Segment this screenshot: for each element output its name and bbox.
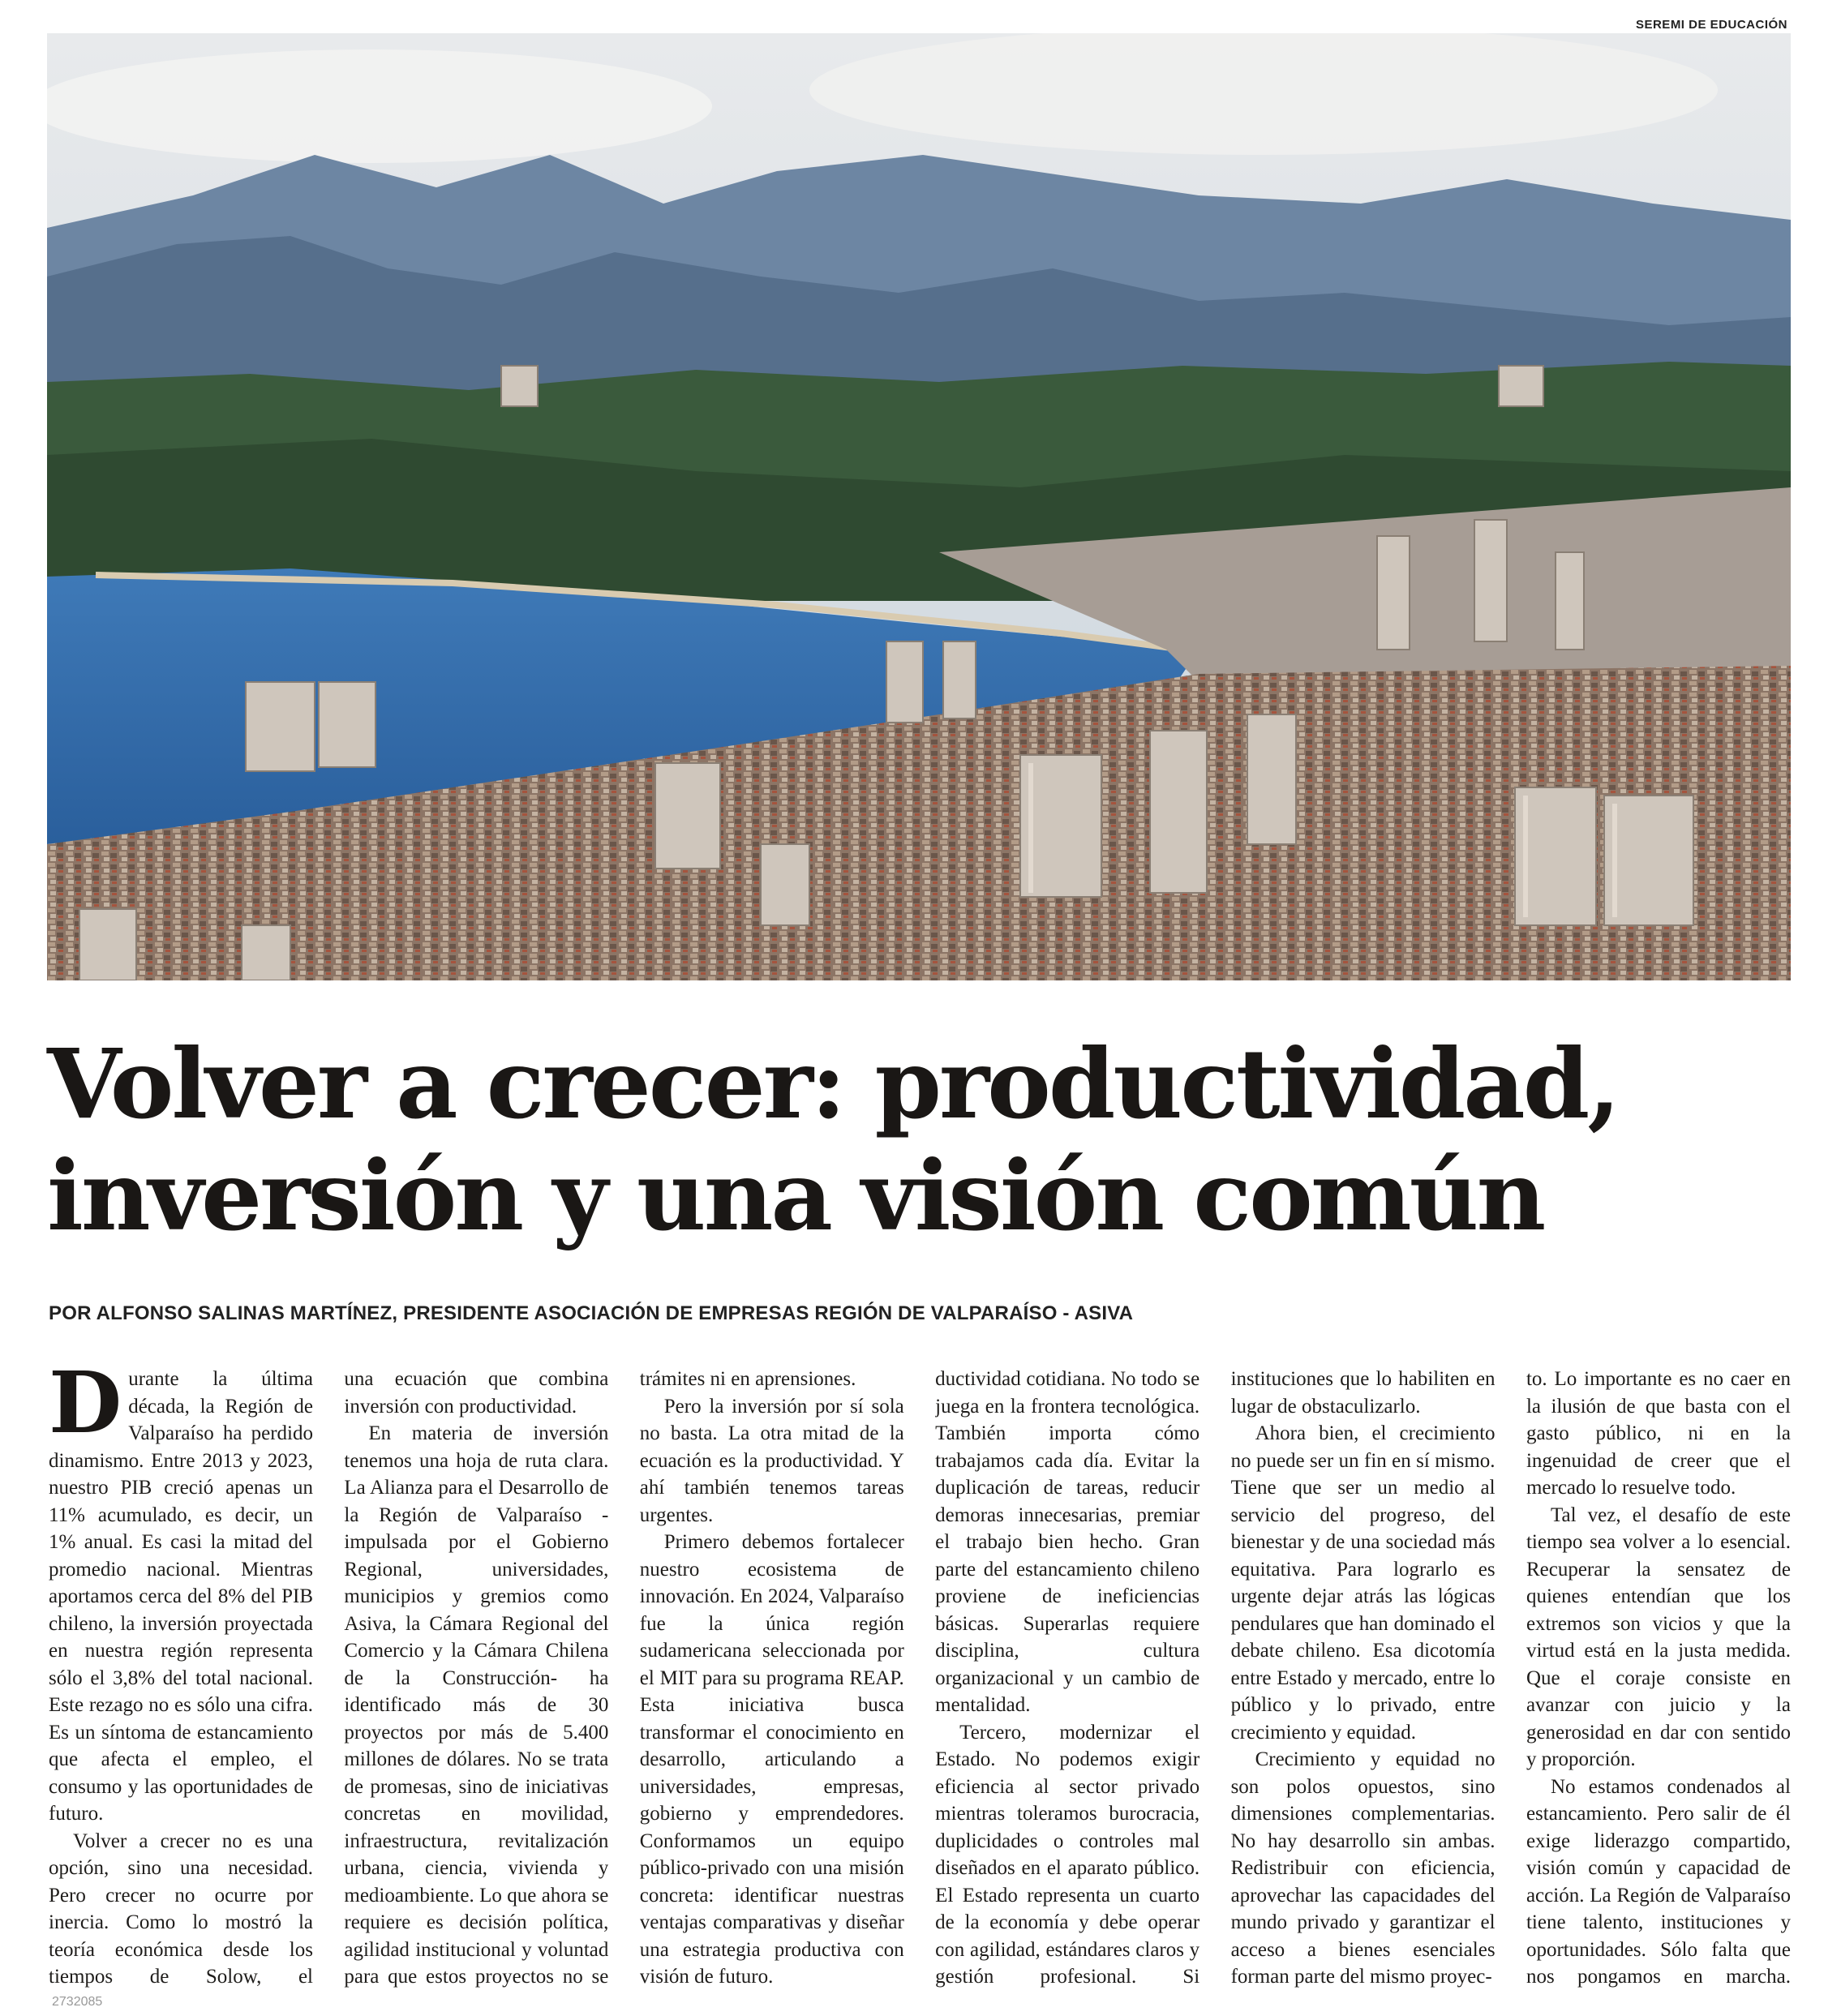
article-paragraph [49,1366,313,1828]
article-paragraph: Crecimiento y equidad no son polos opuestos, sino dimensiones complementarias. No hay desarrollo sin ambas. Redistribuir con eficiencia, aprovechar las capacidades del mundo privado y garantizar el acceso a bienes esenciales forman parte del mismo proyec- [1230,1748,1496,1988]
article-paragraph: una ecuación que combina inversión con productividad. [344,1368,609,1418]
article-column-4 [935,1366,1199,1990]
article-paragraph: En materia de inversión tenemos una hoja de ruta clara. La Alianza para el Desarrollo de la Región de Valparaíso -impulsada por el Gobierno Regional, universidades, municipios y gremios como Asiva, la Cámara Regional del Comercio y la Cámara Chilena de la Construcción- ha identificado más de 30 proyectos por más de 5.400 millones de dólares. No se trata de promesas, sino de iniciativas concretas en movilidad, infraestructura, revitalización urbana, ciencia, vivienda y medioambiente. Lo que ahora se requiere es decisión política, agilidad institucional y voluntad para que estos proyectos no se [344,1422,609,1988]
article-paragraph: Tal vez, el desafío de este tiempo sea volver a lo esencial. Recuperar la sensatez de quienes entendían que los extremos son vicios y que la virtud está en la justa medida. Que el coraje consiste en avanzar con juicio y la generosidad en dar con sentido y proporción. [1526,1503,1791,1770]
article-paragraph: trámites ni en aprensiones. [639,1368,856,1390]
article-paragraph: Tercero, modernizar el Estado. No podemos exigir eficiencia al sector privado mientras toleramos burocracia, duplicidades o controles mal diseñados en el aparato público. El Estado representa un cuarto de la economía y debe operar con agilidad, estándares claros y gestión profesional. Si [935,1721,1200,1988]
byline: POR ALFONSO SALINAS MARTÍNEZ, PRESIDENTE ASOCIACIÓN DE EMPRESAS REGIÓN DE VALPARAÍSO - ASIVA [49,1302,1134,1324]
paragraph-text: urante la última década, la Región de Valparaíso ha perdido dinamismo. Entre 2013 y 2023, nuestro PIB creció apenas un 11% acumulado, es decir, un 1% anual. Es casi la mitad del promedio nacional. Mientras aportamos cerca del 8% del PIB chileno, la inversión proyectada en nuestra región representa sólo el 3,8% del total nacional. Este rezago no es sólo una cifra. Es un síntoma de estancamiento que afecta el empleo, el consumo y las oportunidades de futuro. [49,1368,313,1825]
article-paragraph: Ahora bien, el crecimiento no puede ser un fin en sí mismo. Tiene que ser un medio al servicio del progreso, del bienestar y de una sociedad más equitativa. Para lograrlo es urgente dejar atrás las lógicas pendulares que han dominado el debate chileno. Esa dicotomía entre Estado y mercado, entre lo público y lo privado, entre crecimiento y equidad. [1230,1422,1496,1744]
article-column-1 [49,1366,313,1990]
article-paragraph: Volver a crecer no es una opción, sino una necesidad. Pero crecer no ocurre por inercia. Como lo mostró la teoría económica desde los tiempos de Solow, el [49,1829,313,1988]
city-landscape-illustration [47,33,1791,980]
article-column-6 [1526,1366,1791,1990]
article-column-2 [344,1366,608,1990]
article-paragraph: instituciones que lo habiliten en lugar de obstaculizarlo. [1230,1368,1496,1418]
article-paragraph [1526,1774,1791,1991]
article-paragraph: Primero debemos fortalecer nuestro ecosistema de innovación. En 2024, Valparaíso fue la única región sudamericana seleccionada por el MIT para su programa REAP. Esta iniciativa busca transformar el conocimiento en desarrollo, articulando a universidades, empresas, gobierno y emprendedores. Conformamos un equipo público-privado con una misión concreta: identificar nuestras ventajas comparativas y diseñar una estrategia productiva con visión de futuro. [639,1531,904,1988]
article-paragraph: ductividad cotidiana. No todo se juega en la frontera tecnológica. También importa cómo trabajamos cada día. Evitar la duplicación de tareas, reducir demoras innecesarias, premiar el trabajo bien hecho. Gran parte del estancamiento chileno proviene de ineficiencias básicas. Superarlas requiere disciplina, cultura organizacional y un cambio de mentalidad. [935,1368,1200,1716]
article-paragraph: Pero la inversión por sí sola no basta. La otra mitad de la ecuación es la productividad. Y ahí también tenemos tareas urgentes. [639,1395,904,1526]
drop-cap: D [49,1366,122,1452]
article-paragraph: to. Lo importante es no caer en la ilusión de que basta con el gasto público, ni en la ingenuidad de creer que el mercado lo resuelve todo. [1526,1368,1791,1499]
article-column-5 [1231,1366,1496,1990]
section-label: SEREMI DE EDUCACIÓN [1635,18,1787,32]
article-column-3 [640,1366,904,1990]
page-id: 2732085 [52,1995,103,2009]
article-body [49,1366,1791,1990]
paragraph-text: No estamos condenados al estancamiento. Pero salir de él exige liderazgo compartido, visión común y capacidad de acción. La Región de Valparaíso tiene talento, instituciones y oportunidades. Sólo falta que nos pongamos en marcha. [1526,1775,1791,1988]
valparaiso-bay-photo [47,33,1791,980]
headline: Volver a crecer: productividad, inversión y una visión común [47,1027,1619,1252]
